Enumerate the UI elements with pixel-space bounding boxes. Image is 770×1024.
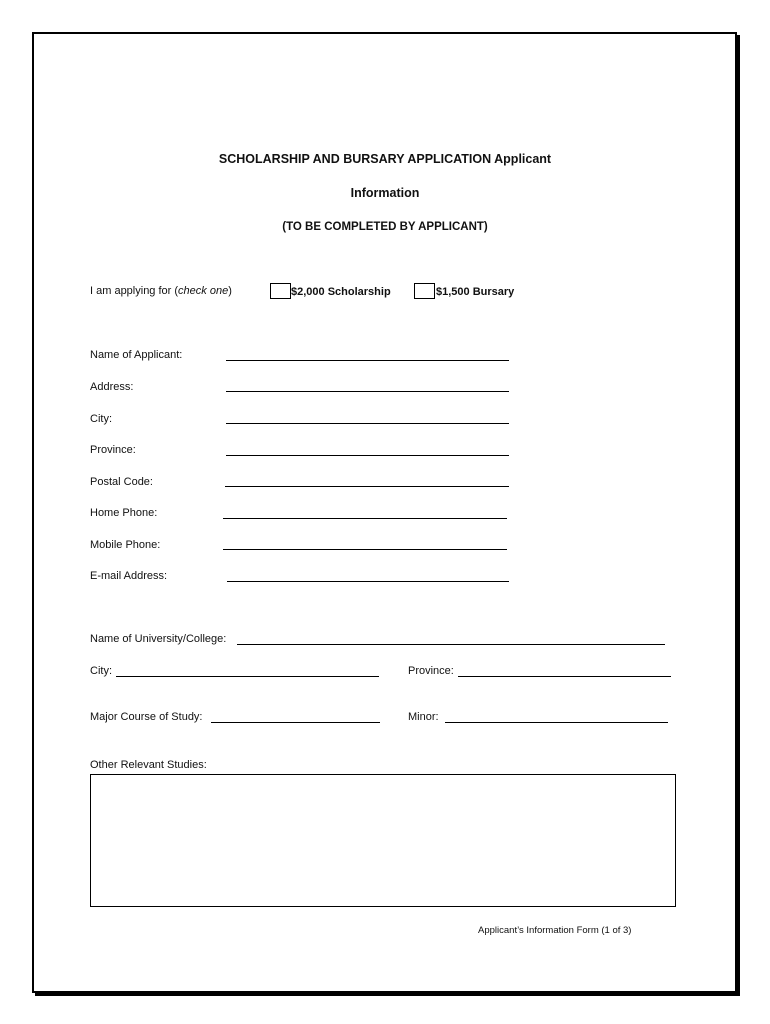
home-phone-field[interactable]: [223, 518, 507, 519]
home-phone-label: Home Phone:: [90, 507, 158, 519]
school-city-label: City:: [90, 665, 112, 677]
province-label: Province:: [90, 444, 136, 456]
form-subtitle: (TO BE COMPLETED BY APPLICANT): [282, 221, 488, 233]
applying-prefix: I am applying for (: [90, 285, 179, 297]
bursary-option-label: $1,500 Bursary: [436, 286, 515, 298]
other-studies-textarea[interactable]: [90, 774, 676, 907]
bursary-checkbox[interactable]: [414, 283, 435, 299]
school-province-field[interactable]: [458, 676, 671, 677]
form-title-line1: SCHOLARSHIP AND BURSARY APPLICATION Applicant: [218, 152, 552, 166]
city-field[interactable]: [226, 423, 509, 424]
email-field[interactable]: [227, 581, 509, 582]
postal-code-field[interactable]: [225, 486, 509, 487]
school-province-label: Province:: [408, 665, 454, 677]
province-field[interactable]: [226, 455, 509, 456]
form-title-line2: Information: [350, 186, 420, 200]
minor-label: Minor:: [408, 711, 439, 723]
other-studies-label: Other Relevant Studies:: [90, 759, 207, 771]
minor-field[interactable]: [445, 722, 668, 723]
scholarship-option-label: $2,000 Scholarship: [291, 286, 391, 298]
applicant-name-label: Name of Applicant:: [90, 349, 183, 361]
email-label: E-mail Address:: [90, 570, 168, 582]
address-label: Address:: [90, 381, 134, 393]
applying-for-label: [90, 285, 232, 297]
university-label: Name of University/College:: [90, 633, 227, 645]
address-field[interactable]: [226, 391, 509, 392]
university-field[interactable]: [237, 644, 665, 645]
mobile-phone-label: Mobile Phone:: [90, 539, 161, 551]
scholarship-checkbox[interactable]: [270, 283, 291, 299]
city-label: City:: [90, 413, 112, 425]
applying-emphasis: check one: [178, 285, 229, 297]
major-label: Major Course of Study:: [90, 711, 203, 723]
school-city-field[interactable]: [116, 676, 379, 677]
mobile-phone-field[interactable]: [223, 549, 507, 550]
postal-code-label: Postal Code:: [90, 476, 153, 488]
major-field[interactable]: [211, 722, 380, 723]
applicant-name-field[interactable]: [226, 360, 509, 361]
applying-suffix: ): [228, 285, 232, 297]
form-page-footer: Applicant’s Information Form (1 of 3): [478, 925, 632, 936]
